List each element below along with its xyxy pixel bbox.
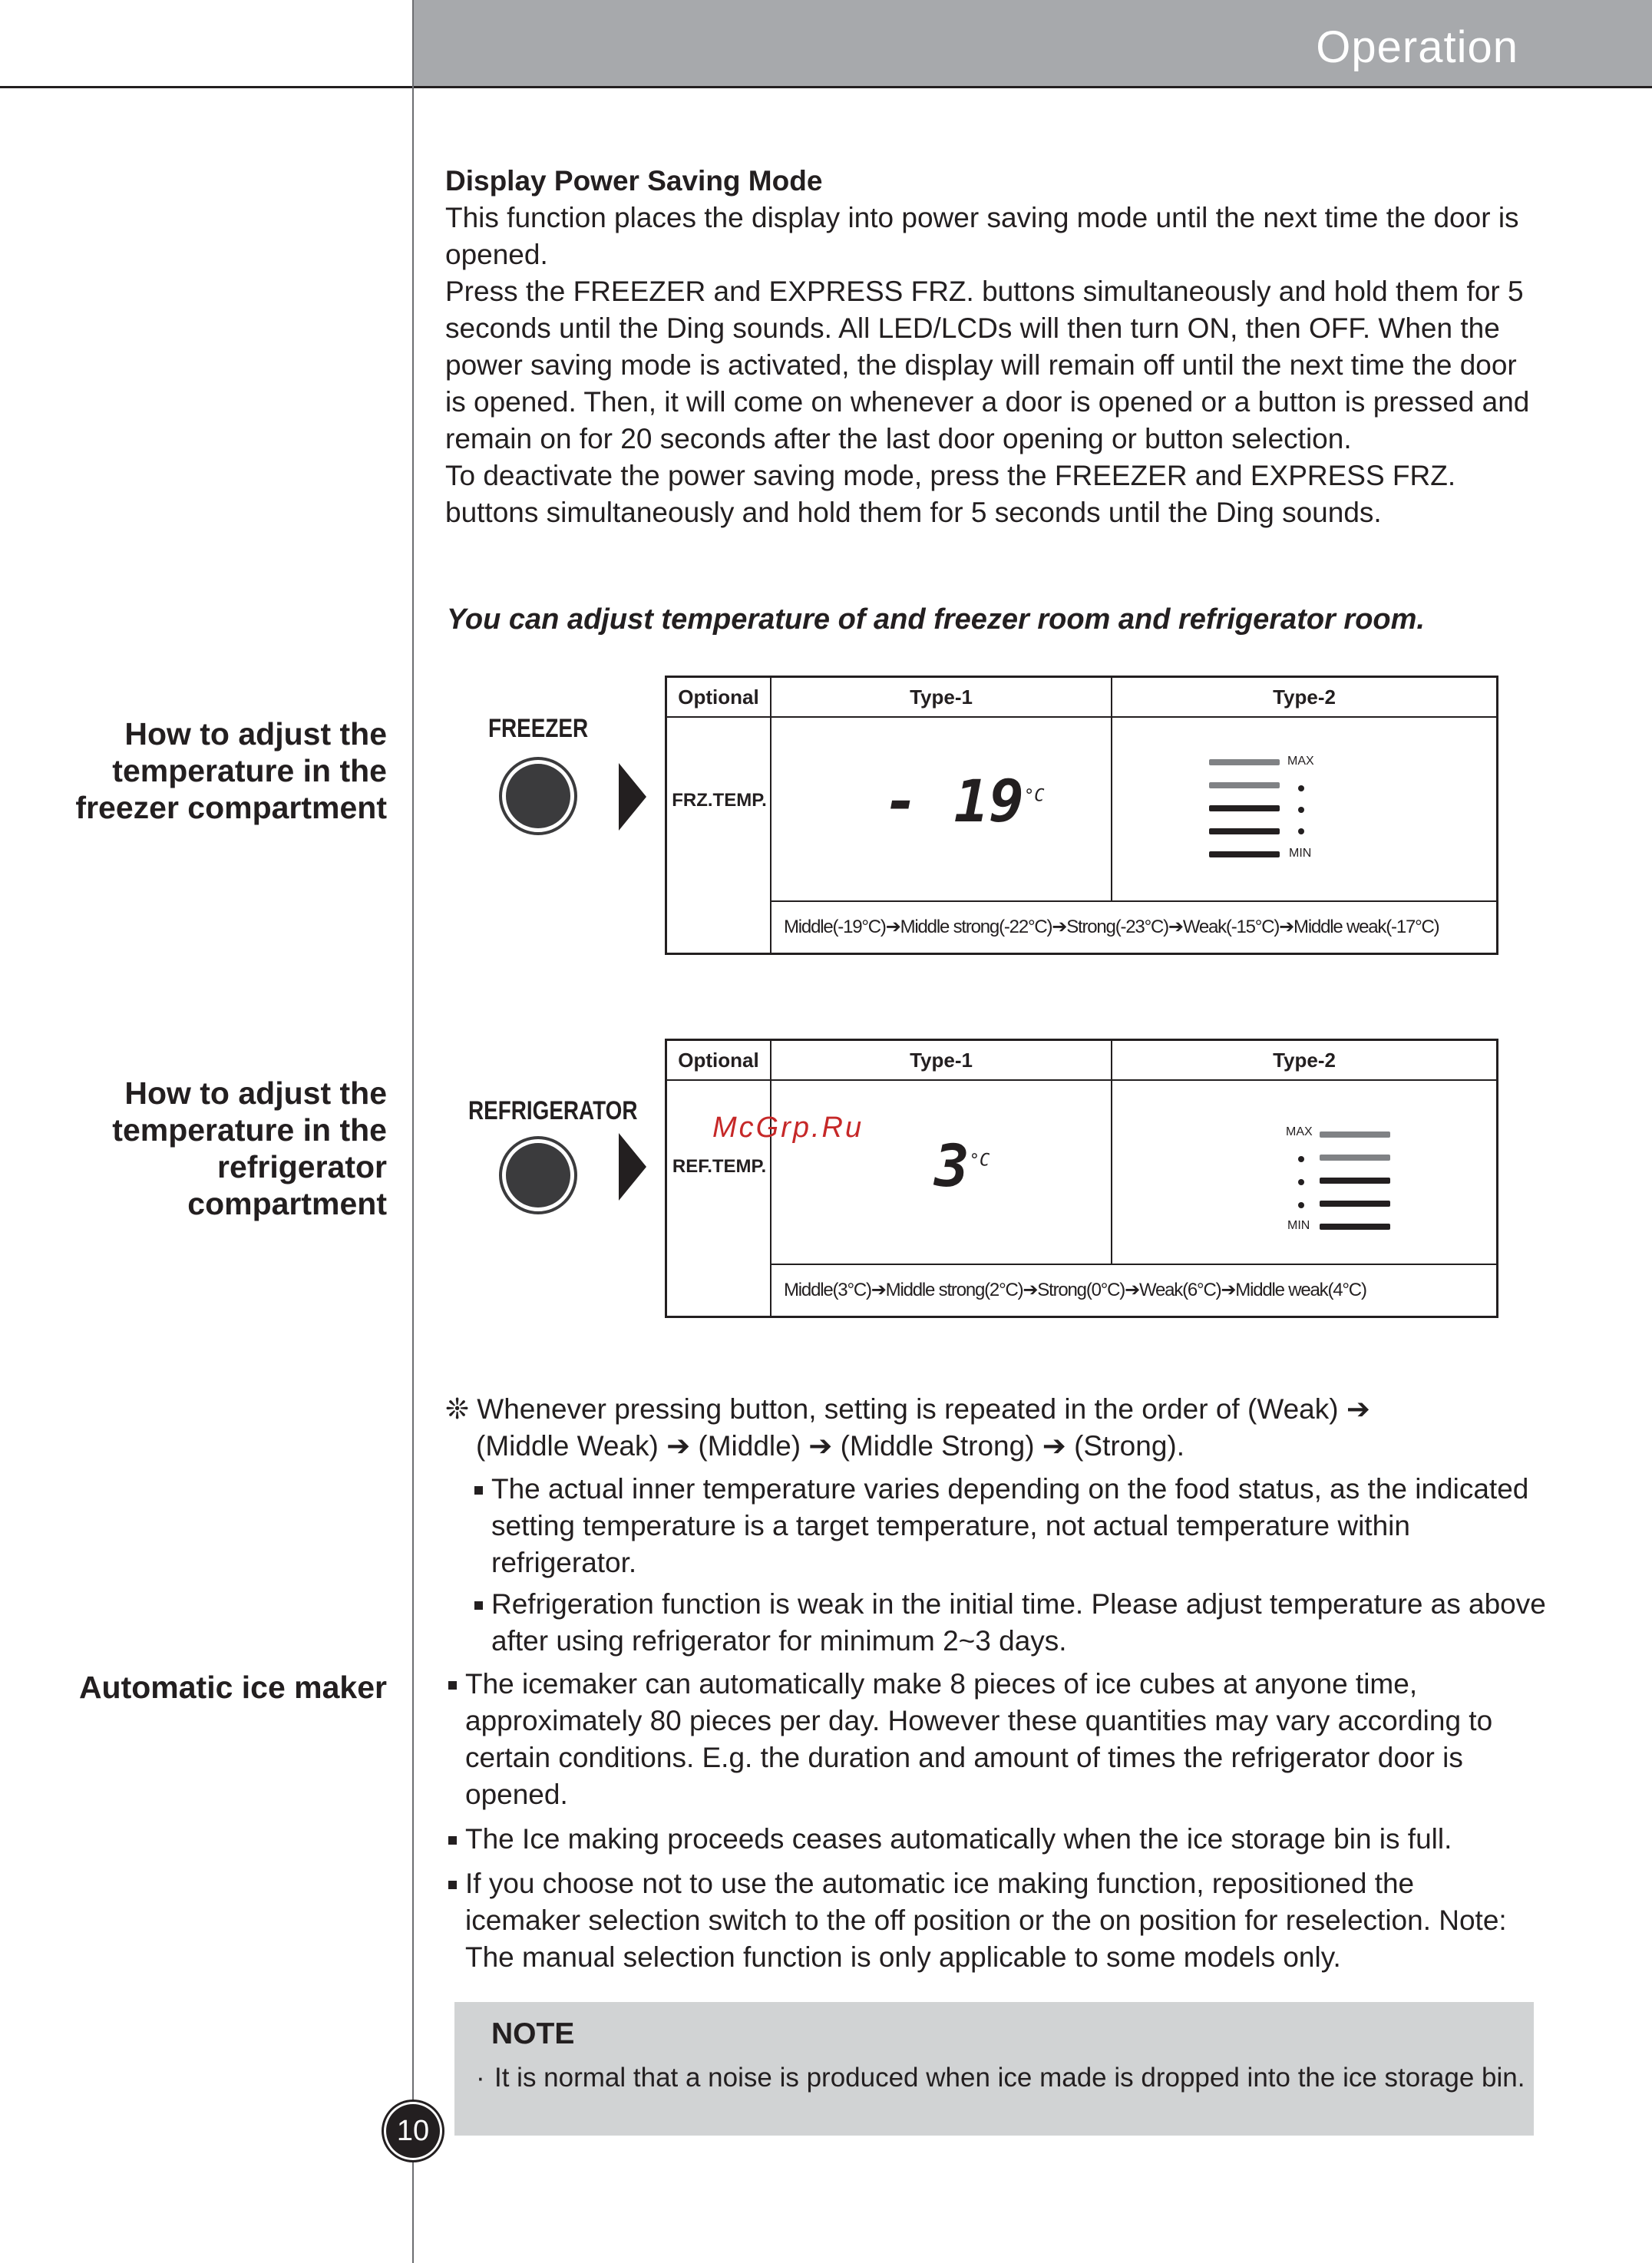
col-optional: Optional bbox=[678, 1049, 759, 1072]
page-title: Operation bbox=[1316, 22, 1518, 72]
col-type-2: Type-2 bbox=[1273, 686, 1336, 709]
icemaker-section bbox=[445, 1666, 1535, 1976]
freezer-max-label: MAX bbox=[1287, 755, 1314, 768]
note-title: NOTE bbox=[491, 2017, 575, 2050]
refrigerator-sequence: Middle(3°C)➔Middle strong(2°C)➔Strong(0°C)➔Weak(6°C)➔Middle weak(4°C) bbox=[784, 1280, 1366, 1300]
refrigerator-button[interactable] bbox=[502, 1139, 574, 1211]
arrow-right-icon bbox=[619, 1133, 646, 1201]
freezer-button-label: FREEZER bbox=[488, 714, 589, 743]
adjust-tagline: You can adjust temperature of and freezer room and refrigerator room. bbox=[447, 603, 1425, 636]
list-item: Refrigeration function is weak in the initial time. Please adjust temperature as above after using refrigerator for minimum 2~3 days. bbox=[471, 1586, 1551, 1660]
page-number: 10 bbox=[386, 2104, 440, 2158]
power-saving-paragraph-1: This function places the display into power saving mode until the next time the door is opened. bbox=[445, 202, 1519, 270]
list-item: The icemaker can automatically make 8 pieces of ice cubes at anyone time, approximately 80 pieces per day. However these quantities may vary according to certain conditions. E.g. the duration and amount of times the refrigerator door is opened. bbox=[445, 1666, 1535, 1813]
arrow-right-icon bbox=[619, 763, 646, 831]
power-saving-section bbox=[445, 163, 1535, 531]
power-saving-title: Display Power Saving Mode bbox=[445, 165, 823, 197]
asterism-symbol: ❊ bbox=[445, 1393, 470, 1425]
refrigerator-max-label: MAX bbox=[1286, 1125, 1313, 1138]
watermark: McGrp.Ru bbox=[712, 1112, 864, 1144]
col-optional: Optional bbox=[678, 686, 759, 709]
refrigerator-button-label: REFRIGERATOR bbox=[468, 1096, 638, 1125]
refrigerator-lcd-display: $3^{^\circ C}$ bbox=[934, 1132, 990, 1200]
list-item: The actual inner temperature varies depending on the food status, as the indicated setting temperature is a target temperature, not actual temperature within refrigerator. bbox=[471, 1471, 1551, 1581]
list-item: If you choose not to use the automatic ice making function, repositioned the icemaker selection switch to the off position or the on position for reselection. Note: The manual selection function is only applicable to some models only. bbox=[445, 1865, 1535, 1976]
header-band bbox=[413, 0, 1652, 86]
col-type-2: Type-2 bbox=[1273, 1049, 1336, 1072]
note-text: · It is normal that a noise is produced when ice made is dropped into the ice storage bin. bbox=[476, 2063, 1525, 2093]
order-note-line-2: (Middle Weak) ➔ (Middle) ➔ (Middle Strong) ➔ (Strong). bbox=[476, 1430, 1185, 1462]
header-rule bbox=[0, 86, 1652, 88]
frz-temp-label: FRZ.TEMP. bbox=[672, 790, 767, 811]
refrigerator-heading: How to adjust the temperature in the refrigerator compartment bbox=[112, 1075, 387, 1221]
refrigerator-table bbox=[665, 1039, 1498, 1318]
freezer-sequence: Middle(-19°C)➔Middle strong(-22°C)➔Strong(-23°C)➔Weak(-15°C)➔Middle weak(-17°C) bbox=[784, 917, 1439, 937]
order-note bbox=[445, 1391, 1551, 1660]
col-type-1: Type-1 bbox=[910, 686, 973, 709]
freezer-min-label: MIN bbox=[1289, 847, 1312, 860]
icemaker-heading: Automatic ice maker bbox=[78, 1670, 387, 1705]
freezer-table bbox=[665, 676, 1498, 955]
ref-temp-label: REF.TEMP. bbox=[672, 1156, 767, 1177]
col-type-1: Type-1 bbox=[910, 1049, 973, 1072]
power-saving-paragraph-3: To deactivate the power saving mode, press the FREEZER and EXPRESS FRZ. buttons simultaneously and hold them for 5 seconds until the Ding sounds. bbox=[445, 460, 1456, 528]
order-note-line-1: Whenever pressing button, setting is repeated in the order of (Weak) ➔ bbox=[477, 1393, 1370, 1425]
refrigerator-min-label: MIN bbox=[1287, 1219, 1310, 1232]
power-saving-paragraph-2: Press the FREEZER and EXPRESS FRZ. buttons simultaneously and hold them for 5 seconds until the Ding sounds. All LED/LCDs will then turn ON, then OFF. When the power saving mode is activated, the display will remain off until the next time the door is opened. Then, it will come on whenever a door is opened or a button is pressed and remain on for 20 seconds after the last door opening or button selection. bbox=[445, 276, 1530, 454]
note-box bbox=[454, 2002, 1534, 2136]
margin-rule bbox=[412, 0, 414, 2263]
freezer-lcd-display: - $19^{^\circ C}$ bbox=[884, 767, 1045, 835]
freezer-button[interactable] bbox=[502, 760, 574, 832]
freezer-heading: How to adjust the temperature in the freezer compartment bbox=[75, 716, 387, 825]
list-item: The Ice making proceeds ceases automatically when the ice storage bin is full. bbox=[445, 1821, 1535, 1858]
